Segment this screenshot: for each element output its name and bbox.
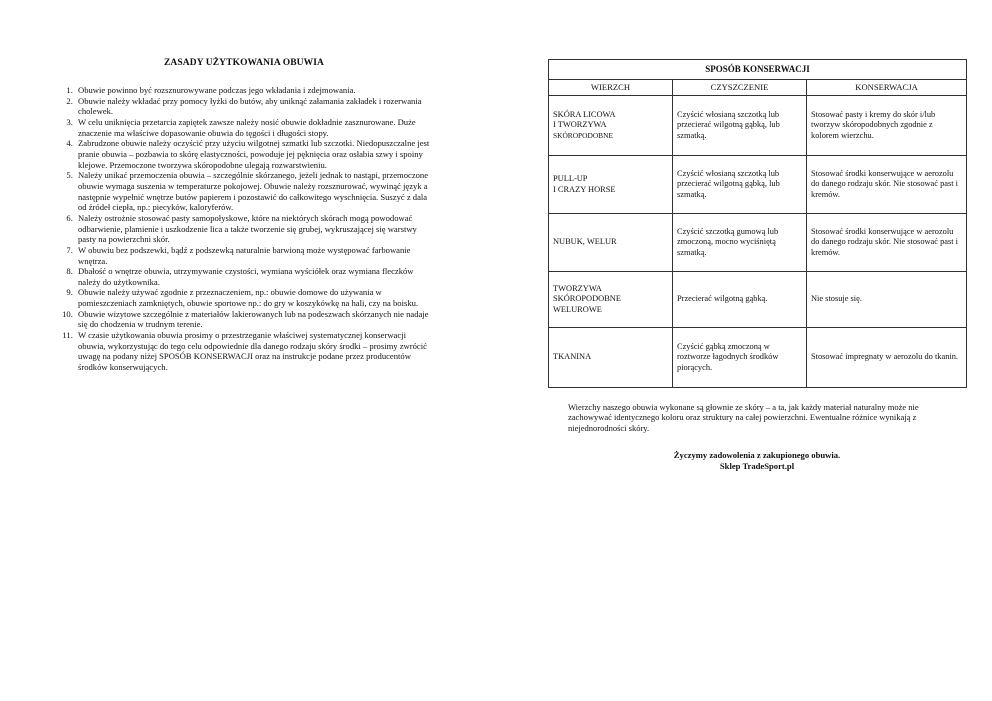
care-cell: Stosować środki konserwujące w aerozolu do danego rodzaju skór. Nie stosować past i kremów.: [807, 214, 967, 272]
material-cell: [549, 214, 673, 272]
column-header-cleaning: CZYSZCZENIE: [673, 80, 807, 96]
table-row: [549, 328, 967, 388]
material-label: SKÓROPODOBNE: [553, 294, 621, 304]
material-note: Wierzchy naszego obuwia wykonane są głownie ze skóry – a ta, jak każdy materiał naturalny może nie zachowywać identycznego koloru oraz struktury na całej powierzchni. Ewentualne różnice wynikają z niejednorodności skóry.: [568, 402, 919, 433]
material-cell: [549, 328, 673, 388]
material-label: I TWORZYWA: [553, 120, 607, 130]
rule-item: 5. Należy unikać przemoczenia obuwia – szczególnie skórzanego, jeżeli jednak to nastąpi, przemoczone obuwie wymaga suszenia w temperaturze pokojowej. Obuwie należy rozsznurować, wywinąć język a następnie wypełnić wnętrze butów papierem i pozostawić do całkowitego wyschnięcia. Suszyć z dala od źródeł ciepła, np.: piecyków, kaloryferów.: [75, 170, 430, 213]
care-cell: Stosować środki konserwujące w aerozolu do danego rodzaju skór. Nie stosować past i kremów.: [807, 156, 967, 214]
column-header-surface: WIERZCH: [549, 80, 673, 96]
material-label: TWORZYWA: [553, 284, 602, 294]
rule-item: 3. W celu uniknięcia przetarcia zapiętek zawsze należy nosić obuwie dokładnie zasznurowane. Duże znaczenie ma właściwe dopasowanie obuwia do tęgości i długości stopy.: [75, 117, 430, 138]
material-label: SKÓRA LICOWA: [553, 110, 616, 120]
care-cell: Stosować impregnaty w aerozolu do tkanin.: [807, 328, 967, 388]
care-table: [548, 59, 967, 388]
rule-item: 7. W obuwiu bez podszewki, bądź z podszewką naturalnie barwioną może występować farbowanie wnętrza.: [75, 245, 430, 266]
rule-item: 11. W czasie użytkowania obuwia prosimy o przestrzeganie właściwej systematycznej konserwacji obuwia, wykorzystując do tego celu odpowiednie dla danego rodzaju skóry środki – prosimy zwrócić uwagę na podany niżej SPOSÓB KONSERWACJI oraz na instrukcje podane przez producentów środków konserwujących.: [75, 330, 430, 373]
care-table-title: SPOSÓB KONSERWACJI: [549, 60, 967, 80]
table-row: [549, 96, 967, 156]
usage-rules-section: [58, 58, 430, 373]
closing-greeting: Życzymy zadowolenia z zakupionego obuwia.: [673, 450, 841, 461]
table-row: [549, 214, 967, 272]
material-label: TKANINA: [553, 352, 592, 362]
cleaning-cell: Czyścić gąbką zmoczoną w roztworze łagodnych środków piorących.: [673, 328, 807, 388]
material-label: SKÓROPODOBNE: [553, 130, 613, 140]
table-row: [549, 272, 967, 328]
care-cell: Stosować pasty i kremy do skór i/lub tworzyw skóropodobnych zgodnie z kolorem wierzchu.: [807, 96, 967, 156]
cleaning-cell: Przecierać wilgotną gąbką.: [673, 272, 807, 328]
cleaning-cell: Czyścić szczotką gumową lub zmoczoną, mocno wyciśniętą szmatką.: [673, 214, 807, 272]
column-header-care: KONSERWACJA: [807, 80, 967, 96]
rule-item: 9. Obuwie należy używać zgodnie z przeznaczeniem, np.: obuwie domowe do używania w pomieszczeniach zamkniętych, obuwie sportowe np.: do gry w koszykówkę na hali, czy na boisku.: [75, 287, 430, 308]
rule-item: 10. Obuwie wizytowe szczególnie z materiałów lakierowanych lub na podeszwach skórzanych nie nadaje się do chodzenia w trudnym terenie.: [75, 309, 430, 330]
material-cell: [549, 156, 673, 214]
rule-item: 1. Obuwie powinno być rozsznurowywane podczas jego wkładania i zdejmowania.: [75, 85, 430, 96]
care-cell: Nie stosuje się.: [807, 272, 967, 328]
cleaning-cell: Czyścić włosianą szczotką lub przecierać wilgotną gąbką, lub szmatką.: [673, 96, 807, 156]
material-label: NUBUK, WELUR: [553, 237, 617, 247]
material-label: PULL-UP: [553, 174, 588, 184]
usage-rules-list: [58, 85, 430, 373]
store-signature: Sklep TradeSport.pl: [719, 460, 795, 471]
material-cell: [549, 96, 673, 156]
material-label: I CRAZY HORSE: [553, 184, 616, 194]
rule-item: 6. Należy ostrożnie stosować pasty samopołyskowe, które na niektórych skórach mogą powodować odbarwienie, plamienie i uszkodzenie lica a także tworzenie się grubej, wykruszającej się warstwy pasty na powierzchni skór.: [75, 213, 430, 245]
closing-message: [548, 450, 966, 471]
material-label: WELUROWE: [553, 304, 602, 314]
material-cell: [549, 272, 673, 328]
care-section: [548, 59, 966, 471]
rule-item: 2. Obuwie należy wkładać przy pomocy łyżki do butów, aby uniknąć załamania zakładek i rozerwania cholewek.: [75, 96, 430, 117]
usage-rules-title: ZASADY UŻYTKOWANIA OBUWIA: [164, 58, 324, 68]
rule-item: 4. Zabrudzone obuwie należy oczyścić przy użyciu wilgotnej szmatki lub szczotki. Niedopuszczalne jest pranie obuwia – pozbawia to skórę elastyczności, powoduje jej pęknięcia oraz osłabia szwy i spoiny klejowe. Przemoczone tworzywa skóropodobne ulegają rozwarstwieniu.: [75, 138, 430, 170]
table-row: [549, 156, 967, 214]
rule-item: 8. Dbałość o wnętrze obuwia, utrzymywanie czystości, wymiana wyściółek oraz wymiana fleczków należy do użytkownika.: [75, 266, 430, 287]
cleaning-cell: Czyścić włosianą szczotką lub przecierać wilgotną gąbką, lub szmatką.: [673, 156, 807, 214]
